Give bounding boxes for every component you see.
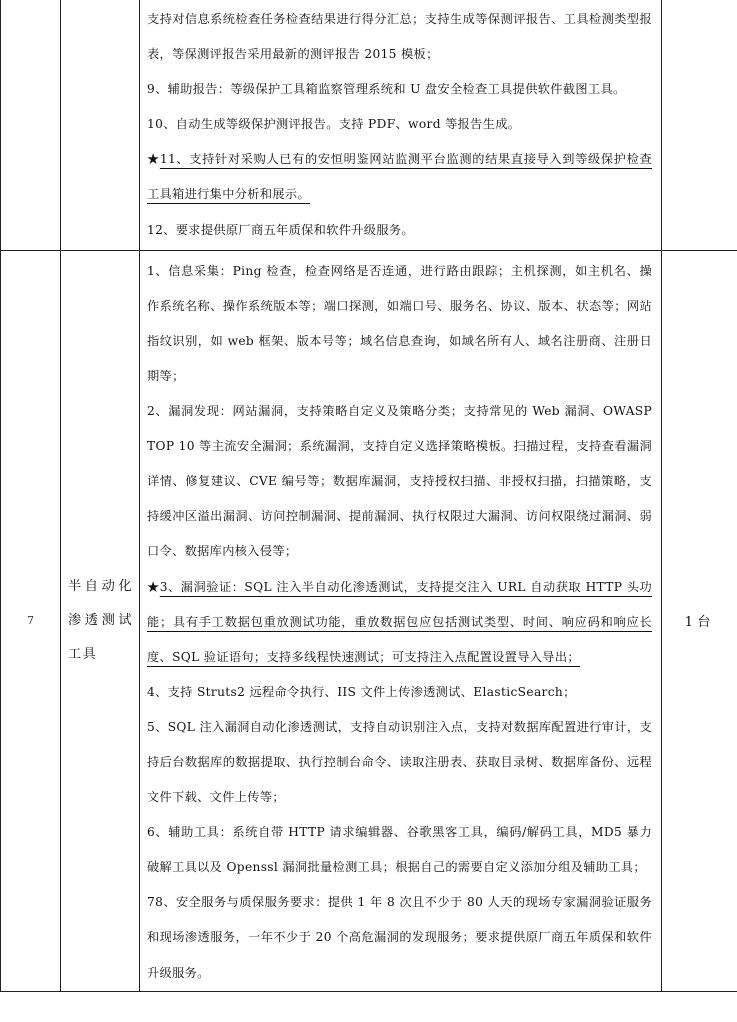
item-name: 半自动化渗透测试工具 — [61, 250, 140, 991]
requirement-paragraph: 支持对信息系统检查任务检查结果进行得分汇总；支持生成等保测评报告、工具检测类型报表，等保测评报告采用最新的测评报告 2015 模板； — [147, 12, 652, 62]
item-number — [1, 0, 61, 250]
table-row — [1, 0, 737, 250]
item-requirements — [140, 0, 662, 250]
requirement-paragraph: 12、要求提供原厂商五年质保和软件升级服务。 — [147, 222, 414, 237]
requirement-paragraph-starred: ★11、支持针对采购人已有的安恒明鉴网站监测平台监测的结果直接导入到等级保护检查工具箱进行集中分析和展示。 — [147, 152, 652, 202]
spec-table-body — [1, 0, 737, 991]
item-quantity: 1 台 — [662, 250, 737, 991]
requirement-paragraph: 2、漏洞发现：网站漏洞，支持策略自定义及策略分类；支持常见的 Web 漏洞、OWASP TOP 10 等主流安全漏洞；系统漏洞，支持自定义选择策略模板。扫描过程，支持查看漏洞详情、修复建议、CVE 编号等；数据库漏洞，支持授权扫描、非授权扫描，扫描策略，支持缓冲区溢出漏洞、访问控制漏洞、提前漏洞、执行权限过大漏洞、访问权限绕过漏洞、弱口令、数据库内核入侵等； — [147, 404, 652, 559]
star-icon: ★ — [147, 579, 160, 594]
item-quantity — [662, 0, 737, 250]
requirement-paragraph: 10、自动生成等级保护测评报告。支持 PDF、word 等报告生成。 — [147, 117, 521, 132]
item-name — [61, 0, 140, 250]
item-requirements — [140, 250, 662, 991]
table-row — [1, 250, 737, 991]
requirement-paragraph: 6、辅助工具：系统自带 HTTP 请求编辑器、谷歌黑客工具，编码/解码工具，MD5 暴力破解工具以及 Openssl 漏洞批量检测工具；根据自己的需要自定义添加分组及辅助工具； — [147, 825, 652, 875]
requirement-paragraph: 1、信息采集：Ping 检查，检查网络是否连通，进行路由跟踪；主机探测，如主机名、操作系统名称、操作系统版本等；端口探测，如端口号、服务名、协议、版本、状态等；网站指纹识别，如 web 框架、版本号等；域名信息查询，如域名所有人、域名注册商、注册日期等； — [147, 263, 652, 383]
requirement-paragraph: 5、SQL 注入漏洞自动化渗透测试，支持自动识别注入点，支持对数据库配置进行审计，支持后台数据库的数据提取、执行控制台命令、读取注册表、获取目录树、数据库备份、远程文件下载、文件上传等； — [147, 719, 652, 805]
requirement-paragraph: 9、辅助报告：等级保护工具箱监察管理系统和 U 盘安全检查工具提供软件截图工具。 — [147, 82, 626, 97]
requirement-paragraph-starred: ★3、漏洞验证：SQL 注入半自动化渗透测试，支持提交注入 URL 自动获取 HTTP 头功能；具有手工数据包重放测试功能，重放数据包应包括测试类型、时间、响应码和响应长度、SQL 验证语句；支持多线程快速测试；可支持注入点配置设置导入导出； — [147, 579, 652, 664]
item-number: 7 — [1, 250, 61, 991]
requirement-paragraph: 4、支持 Struts2 远程命令执行、IIS 文件上传渗透测试、ElasticSearch； — [147, 684, 576, 699]
requirement-paragraph: 78、安全服务与质保服务要求：提供 1 年 8 次且不少于 80 人天的现场专家漏洞验证服务和现场渗透服务，一年不少于 20 个高危漏洞的发现服务；要求提供原厂商五年质保和软件升级服务。 — [147, 895, 652, 980]
star-icon: ★ — [147, 152, 160, 167]
